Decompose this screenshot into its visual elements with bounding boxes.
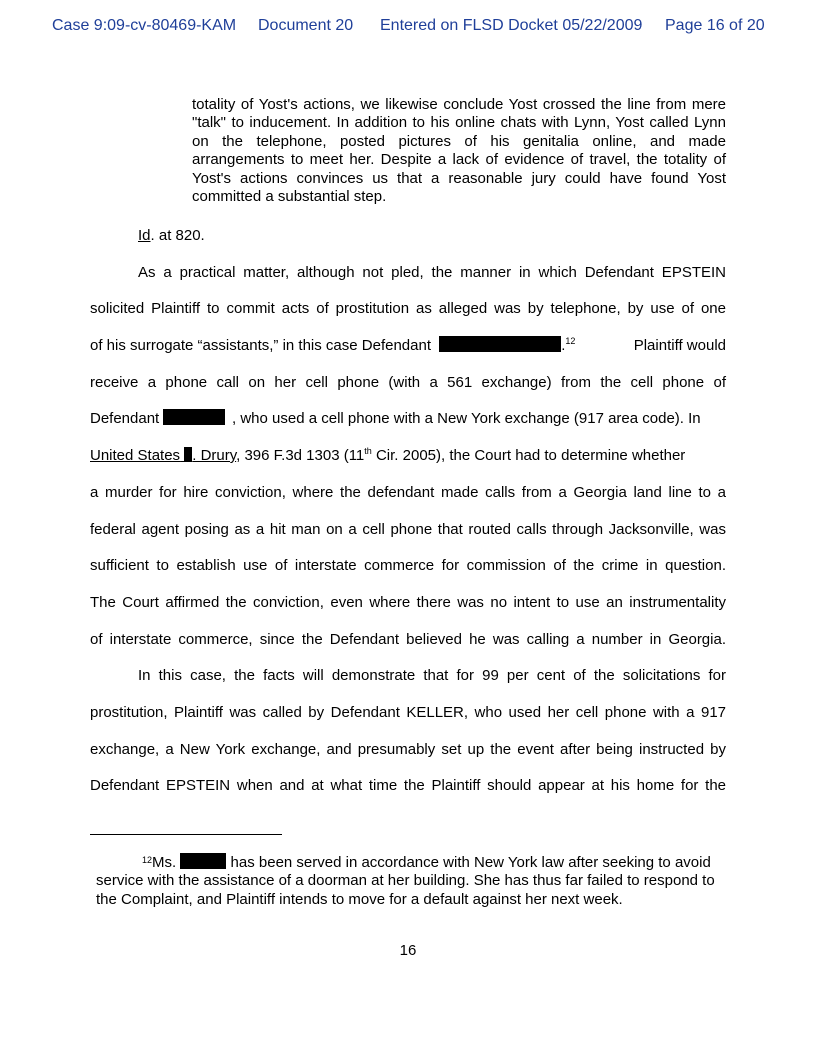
body-line-3: of his surrogate “assistants,” in this case Defendant .$^{12}$ Plaintiff would xyxy=(90,336,726,354)
redaction-block xyxy=(180,853,226,869)
footnote-prefix: Ms. xyxy=(152,854,177,871)
header-case-number: Case 9:09-cv-80469-KAM xyxy=(52,17,237,34)
header-docket-entry: Entered on FLSD Docket 05/22/2009 xyxy=(380,17,643,34)
footnote-mark: 12 xyxy=(142,855,153,865)
footnote-divider xyxy=(90,834,282,835)
body-line-11: of interstate commerce, since the Defendant believed he was calling a number in Georgia. xyxy=(90,631,726,648)
body-line-10: The Court affirmed the conviction, even where there was no intent to use an instrumentality xyxy=(90,594,726,611)
body-line-5-end: , who used a cell phone with a New York exchange (917 area code). In xyxy=(232,410,701,427)
header-page-count: Page 16 of 20 xyxy=(665,17,765,34)
body-line-5-start: Defendant xyxy=(90,410,160,427)
body-line-4: receive a phone call on her cell phone (with a 561 exchange) from the cell phone of xyxy=(90,374,726,391)
block-quote-text: totality of Yost's actions, we likewise conclude Yost crossed the line from mere "talk" to inducement. In addition to his online chats with Lynn, Yost called Lynn on the telephone, posted pictures of his genitalia online, and made arrangements to meet her. Despite a lack of evidence of travel, the totality of Yost's actions convinces us that a reasonable jury could have found Yost committed a substantial step. xyxy=(192,96,726,206)
footnote-ref: 12 xyxy=(565,336,576,346)
footnote xyxy=(96,851,726,909)
header-document: Document 20 xyxy=(258,17,354,34)
body-line-6: United States . Drury, 396 F.3d 1303 (11th Cir. 2005), the Court had to determine whether xyxy=(90,446,686,464)
body-line-14: exchange, a New York exchange, and presumably set up the event after being instructed by xyxy=(90,741,726,758)
citation-id: Id xyxy=(138,227,151,244)
body-line-15: Defendant EPSTEIN when and at what time the Plaintiff should appear at his home for the xyxy=(90,777,726,794)
redaction-block xyxy=(439,336,561,352)
body-line-8: federal agent posing as a hit man on a cell phone that routed calls through Jacksonville, was xyxy=(90,521,726,538)
body-line-5 xyxy=(90,409,726,429)
body-line-1: As a practical matter, although not pled, the manner in which Defendant EPSTEIN xyxy=(138,264,726,281)
redaction-block xyxy=(163,409,225,425)
body-line-3-start: of his surrogate “assistants,” in this case Defendant xyxy=(90,337,432,354)
citation xyxy=(138,226,205,246)
body-line-3-end: Plaintiff would xyxy=(633,337,726,354)
block-quote xyxy=(192,96,726,206)
case-name: United States . Drury xyxy=(90,447,237,464)
docket-header xyxy=(0,17,816,39)
page-number: 16 xyxy=(399,942,417,959)
citation-page: . at 820. xyxy=(150,227,205,244)
body-line-7: a murder for hire conviction, where the defendant made calls from a Georgia land line to a xyxy=(90,484,726,501)
body-line-2: solicited Plaintiff to commit acts of prostitution as alleged was by telephone, by use of one xyxy=(90,300,726,317)
body-line-9: sufficient to establish use of interstate commerce for commission of the crime in question. xyxy=(90,557,726,574)
footnote-text: has been served in accordance with New York law after seeking to avoid service with the assistance of a doorman at her building. She has thus far failed to respond to the Complaint, and Plaintiff intends to move for a default against her next week. xyxy=(96,854,715,908)
body-line-13: prostitution, Plaintiff was called by Defendant KELLER, who used her cell phone with a 917 xyxy=(90,704,726,721)
body-line-12: In this case, the facts will demonstrate that for 99 per cent of the solicitations for xyxy=(138,667,726,684)
